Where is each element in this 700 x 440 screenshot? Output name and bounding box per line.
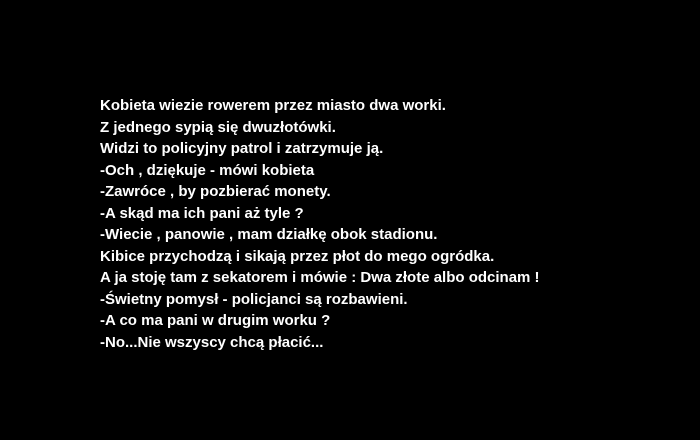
joke-line: Z jednego sypią się dwuzłotówki. bbox=[100, 118, 336, 136]
joke-text-block bbox=[100, 95, 660, 353]
joke-line: Kibice przychodzą i sikają przez płot do mego ogródka. bbox=[100, 247, 495, 265]
joke-line: -Zawróce , by pozbierać monety. bbox=[100, 183, 331, 200]
joke-line: -No...Nie wszyscy chcą płacić... bbox=[100, 333, 324, 351]
joke-line: -Och , dziękuje - mówi kobieta bbox=[100, 161, 315, 179]
joke-line: Widzi to policyjny patrol i zatrzymuje ją. bbox=[100, 140, 384, 157]
joke-line: A ja stoję tam z sekatorem i mówie : Dwa złote albo odcinam ! bbox=[100, 269, 540, 286]
joke-line: -Wiecie , panowie , mam działkę obok stadionu. bbox=[100, 226, 438, 243]
joke-line: -A skąd ma ich pani aż tyle ? bbox=[100, 204, 304, 222]
joke-line: Kobieta wiezie rowerem przez miasto dwa worki. bbox=[100, 97, 446, 114]
joke-line: -A co ma pani w drugim worku ? bbox=[100, 312, 331, 329]
joke-line: -Świetny pomysł - policjanci są rozbawieni. bbox=[100, 290, 408, 308]
